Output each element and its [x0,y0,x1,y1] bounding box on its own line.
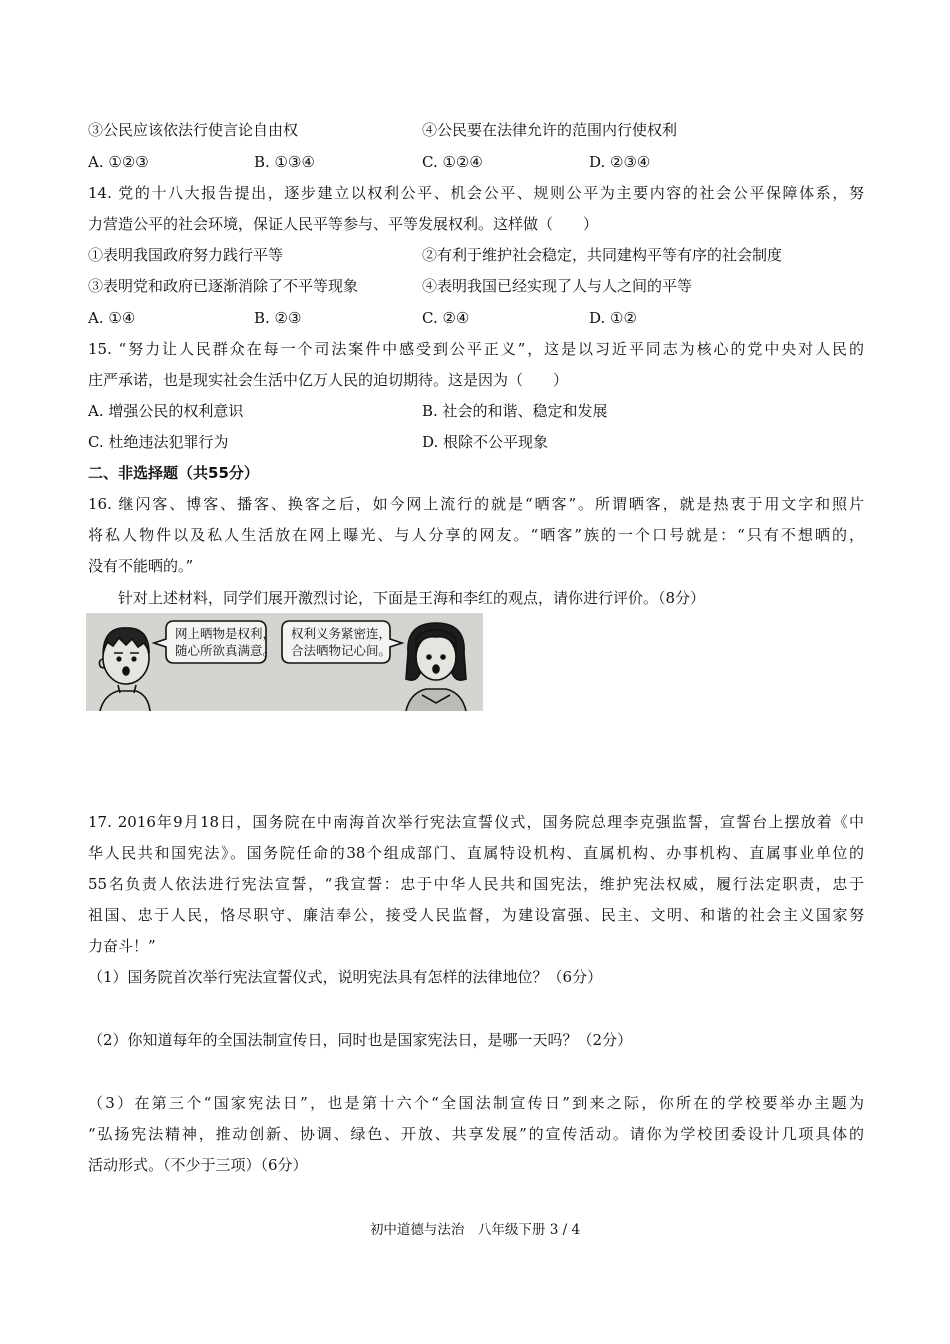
q14-stem-line1: 14. 党的十八大报告提出，逐步建立以权利公平、机会公平、规则公平为主要内容的社会公平保障体系，努 [88,184,864,202]
q16-stem-line1: 16. 继闪客、博客、播客、换客之后，如今网上流行的就是“晒客”。所谓晒客，就是热衷于用文字和照片 [88,495,864,513]
q17-sub-question-3-line2: “弘扬宪法精神，推动创新、协调、绿色、开放、共享发展”的宣传活动。请你为学校团委设计几项具体的 [88,1125,864,1143]
q15-choice-a[interactable]: A. 增强公民的权利意识 [88,402,244,420]
q13-option-3: ③公民应该依法行使言论自由权 [88,121,299,139]
q16-cartoon-illustration [86,613,483,711]
bubble-left-line1: 网上晒物是权利， [175,626,276,641]
q13-choice-b[interactable]: B. ①③④ [254,153,315,171]
q15-choice-b[interactable]: B. 社会的和谐、稳定和发展 [422,402,608,420]
q14-option-3: ③表明党和政府已逐渐消除了不平等现象 [88,277,359,295]
page-footer: 初中道德与法治 八年级下册 3 / 4 [369,1222,581,1238]
q14-choice-d[interactable]: D. ①② [589,309,637,327]
q17-stem-line2: 华人民共和国宪法》。国务院任命的38个组成部门、直属特设机构、直属机构、办事机构、直属事业单位的 [88,844,864,862]
bubble-right-line2: 合法晒物记心间。 [291,643,392,658]
q17-sub-question-2: （2）你知道每年的全国法制宣传日，同时也是国家宪法日，是哪一天吗？（2分） [88,1031,633,1049]
q13-option-4: ④公民要在法律允许的范围内行使权利 [422,121,678,139]
q17-sub-question-3-line3: 活动形式。（不少于三项）（6分） [88,1156,308,1174]
bubble-left-line2: 随心所欲真满意。 [175,643,276,658]
q16-stem-line2: 将私人物件以及私人生活放在网上曝光、与人分享的网友。“晒客”族的一个口号就是：“只有不想晒的， [88,526,864,544]
q14-choice-c[interactable]: C. ②④ [422,309,470,327]
q14-option-4: ④表明我国已经实现了人与人之间的平等 [422,277,693,295]
q14-option-2: ②有利于维护社会稳定，共同建构平等有序的社会制度 [422,246,783,264]
q17-sub-question-1: （1）国务院首次举行宪法宣誓仪式，说明宪法具有怎样的法律地位？（6分） [88,968,603,986]
q15-stem-line2: 庄严承诺，也是现实社会生活中亿万人民的迫切期待。这是因为（ ） [88,371,569,389]
q15-choice-d[interactable]: D. 根除不公平现象 [422,433,549,451]
q14-stem-line2: 力营造公平的社会环境，保证人民平等参与、平等发展权利。这样做（ ） [88,215,599,233]
q13-choice-a[interactable]: A. ①②③ [88,153,149,171]
q17-stem-line4: 祖国、忠于人民，恪尽职守、廉洁奉公，接受人民监督，为建设富强、民主、文明、和谐的社会主义国家努 [88,906,864,924]
q15-choice-c[interactable]: C. 杜绝违法犯罪行为 [88,433,229,451]
q17-stem-line1: 17. 2016年9月18日，国务院在中南海首次举行宪法宣誓仪式，国务院总理李克强监誓，宣誓台上摆放着《中 [88,813,864,831]
q16-prompt: 针对上述材料，同学们展开激烈讨论，下面是王海和李红的观点，请你进行评价。（8分） [118,589,706,607]
q14-choice-a[interactable]: A. ①④ [88,309,136,327]
section-heading: 二、非选择题（共55分） [88,464,259,482]
q13-choice-d[interactable]: D. ②③④ [589,153,651,171]
cartoon-drawing-icon [86,613,483,711]
q17-stem-line5: 力奋斗！” [88,937,156,955]
q17-stem-line3: 55名负责人依法进行宪法宣誓，“我宣誓：忠于中华人民共和国宪法，维护宪法权威，履行法定职责，忠于 [88,875,864,893]
q14-option-1: ①表明我国政府努力践行平等 [88,246,284,264]
q17-sub-question-3-line1: （3）在第三个“国家宪法日”，也是第十六个“全国法制宣传日”到来之际，你所在的学校要举办主题为 [88,1094,864,1112]
q16-stem-line3: 没有不能晒的。” [88,557,194,575]
q15-stem-line1: 15. “努力让人民群众在每一个司法案件中感受到公平正义”，这是以习近平同志为核心的党中央对人民的 [88,340,864,358]
bubble-right-line1: 权利义务紧密连， [291,626,392,641]
q14-choice-b[interactable]: B. ②③ [254,309,302,327]
q13-choice-c[interactable]: C. ①②④ [422,153,483,171]
